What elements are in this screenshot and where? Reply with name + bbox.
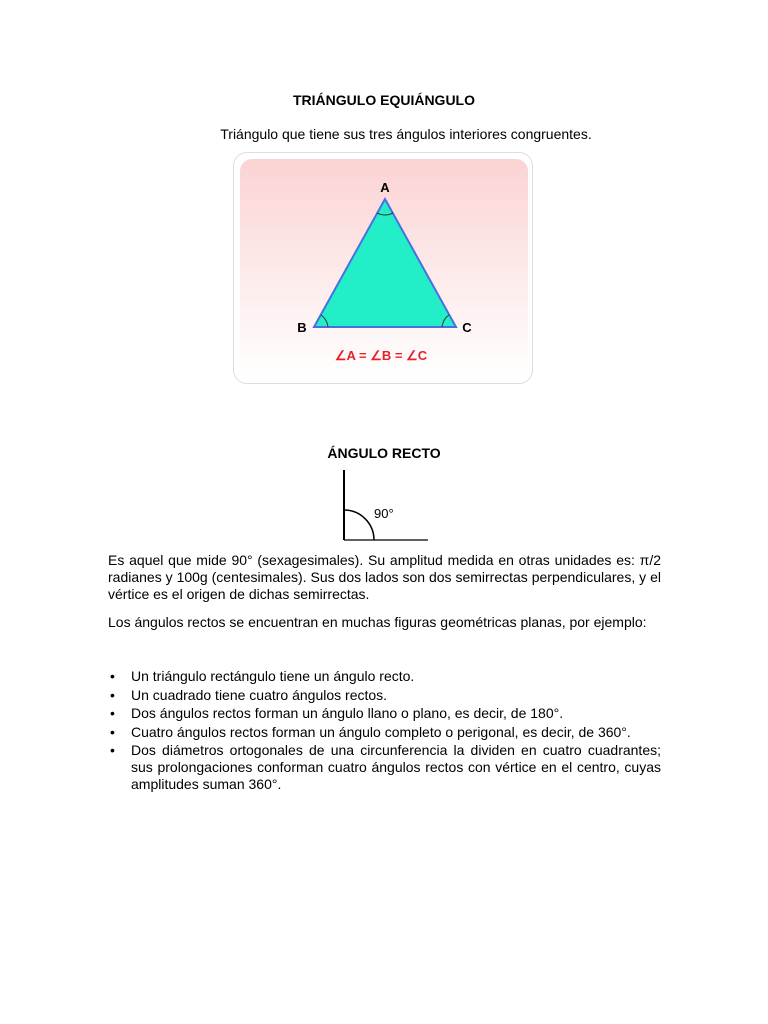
vertex-c-label: C [462,320,472,335]
triangle-diagram [234,153,534,385]
page-title: TRIÁNGULO EQUIÁNGULO [293,92,475,108]
vertex-a-label: A [380,180,390,195]
bullet-icon: • [110,742,115,758]
bullet-icon: • [110,686,115,703]
list-item-text: Dos ángulos rectos forman un ángulo llano o plano, es decir, de 180°. [131,705,564,721]
list-item [108,724,661,741]
list-item-text: Un triángulo rectángulo tiene un ángulo recto. [131,668,415,684]
list-item-text: Dos diámetros ortogonales de una circunferencia la dividen en cuatro cuadrantes; sus prolongaciones conforman cuatro ángulos rectos con vértice en el centro, cuyas amplitudes suman 360°. [131,742,661,792]
right-angle-intro: Los ángulos rectos se encuentran en muchas figuras geométricas planas, por ejemplo: [108,614,647,630]
angle-90-label: 90° [374,506,394,521]
list-item-text: Un cuadrado tiene cuatro ángulos rectos. [131,686,388,703]
list-item [108,687,661,704]
bullet-icon: • [110,668,115,684]
vertex-b-label: B [297,320,307,335]
bullet-icon: • [110,723,115,740]
list-item [108,668,661,685]
right-angle-arc [344,510,374,540]
angles-equality: ∠A = ∠B = ∠C [334,348,428,363]
right-angle-title: ÁNGULO RECTO [327,445,441,461]
bullet-icon: • [110,705,115,721]
right-angle-diagram [330,468,430,544]
equiangular-triangle-figure [233,152,533,384]
list-item [108,705,661,722]
list-item-text: Cuatro ángulos rectos forman un ángulo completo o perigonal, es decir, de 360°. [131,723,631,740]
triangle-definition: Triángulo que tiene sus tres ángulos interiores congruentes. [220,126,592,142]
list-item [108,742,661,793]
examples-list [108,668,661,795]
right-angle-definition: Es aquel que mide 90° (sexagesimales). Su amplitud medida en otras unidades es: π/2 radianes y 100g (centesimales). Sus dos lados son dos semirrectas perpendiculares, y el vértice es el origen de dichas semirrectas. [108,552,661,602]
